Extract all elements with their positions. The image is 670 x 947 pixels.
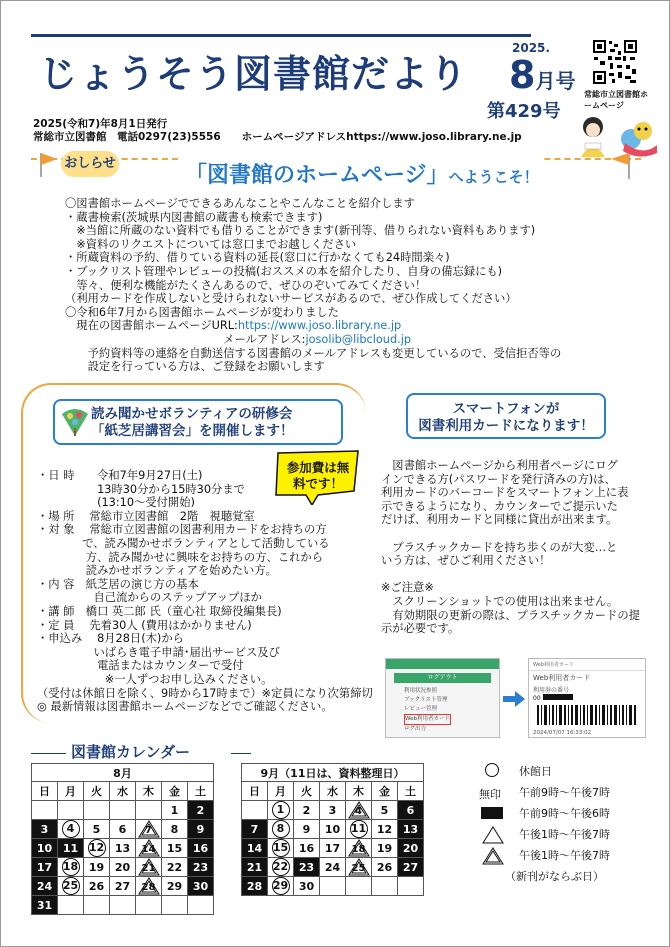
notice-line: 予約資料等の連絡を自動送信する図書館のメールアドレスも変更しているので、受信拒否等の	[65, 346, 562, 360]
weekday-header: 日	[242, 782, 268, 801]
smartphone-heading-line: スマートフォンが	[452, 401, 560, 417]
closed-day-mark: 29	[272, 877, 290, 895]
weekday-header: 月	[58, 782, 84, 801]
weekday-header: 木	[346, 782, 372, 801]
calendar-week	[32, 858, 214, 877]
calendar-day: 26	[84, 877, 110, 896]
triangle-icon	[482, 826, 504, 844]
afternoon-day-mark	[348, 839, 370, 857]
afternoon-day-mark	[138, 839, 160, 857]
legend-label: 休館日	[519, 765, 552, 778]
weekday-header: 木	[136, 782, 162, 801]
notice-line: 等々、便利な機能がたくさんあるので、ぜひのぞいてみてください！	[65, 278, 427, 292]
calendar-day	[346, 877, 372, 896]
calendar-day: 20	[398, 839, 424, 858]
detail-line: ・対 象 常総市立図書館の図書利用カードをお持ちの方	[37, 523, 327, 537]
closed-day-mark: 15	[272, 839, 290, 857]
detail-line: ※一人ずつお申し込みください。	[37, 672, 273, 686]
day-number: 4	[355, 806, 362, 817]
calendar-day	[136, 801, 162, 820]
legend-label: 午前9時～午後7時	[519, 786, 610, 799]
weekday-header: 月	[268, 782, 294, 801]
calendar-day: 8	[162, 820, 188, 839]
card-number	[529, 694, 645, 702]
homepage-url-line	[65, 319, 561, 333]
month-number: 8	[509, 53, 536, 97]
calendar-day: 11	[58, 839, 84, 858]
legend-row	[479, 782, 610, 803]
notice-tag: おしらせ	[61, 151, 119, 177]
day-number: 7	[145, 825, 152, 836]
legend-row	[479, 761, 610, 782]
menu-item: レビュー管理	[404, 706, 438, 712]
afternoon-day-mark	[138, 820, 160, 838]
mail-label: メールアドレス:	[65, 332, 306, 346]
mail-line	[65, 333, 561, 347]
notice-line: ・ブックリスト管理やレビューの投稿(おススメの本を紹介したり、自身の備忘録にも)	[65, 264, 503, 278]
smart-line: 示できるようになり、カウンターでご提示いた	[381, 499, 618, 513]
calendar-day	[58, 801, 84, 820]
legend-row	[479, 803, 610, 824]
calendar-day: 3	[320, 801, 346, 820]
calendar-day: 6	[398, 801, 424, 820]
smart-line: だけば、利用カードと同様に貸出が出来ます。	[381, 513, 618, 527]
calendar-week	[32, 839, 214, 858]
volunteer-heading-line: 読み聞かせボランティアの研修会	[91, 406, 293, 422]
closed-day-mark: 1	[272, 801, 290, 819]
calendar-caption: 8月	[32, 764, 214, 782]
weekday-header: 土	[398, 782, 424, 801]
month-suffix: 月号	[535, 69, 576, 93]
calendar-day: 24	[32, 877, 58, 896]
detail-line: 読みかせボランティアを始めたい方。	[37, 564, 277, 578]
calendar-day	[346, 820, 372, 839]
publication-date: 2025(令和7)年8月1日発行	[33, 118, 168, 130]
calendar-day: 5	[84, 820, 110, 839]
calendar-day: 15	[162, 839, 188, 858]
calendar-day	[58, 877, 84, 896]
calendar-day	[268, 858, 294, 877]
september-calendar	[241, 763, 424, 896]
detail-line: で、読み聞かせボランティアとして活動している	[37, 536, 330, 550]
calendar-day	[32, 801, 58, 820]
card-number-label: 利用券の番号	[533, 687, 570, 694]
calendar-day: 2	[294, 801, 320, 820]
burst-text: 参加費は無料です！	[286, 460, 350, 491]
arrow-right-icon	[503, 691, 525, 707]
day-number: 21	[141, 863, 156, 874]
calendar-day: 1	[162, 801, 188, 820]
calendar-day: 13	[398, 820, 424, 839]
calendar-day	[84, 839, 110, 858]
calendar-day: 12	[372, 820, 398, 839]
calendar-week	[242, 858, 424, 877]
calendar-day	[268, 877, 294, 896]
closed-day-mark: 22	[272, 858, 290, 876]
library-contact: 常総市立図書館 電話0297(23)5556 ホームページアドレスhttps://www.joso.library.ne.jp	[33, 131, 522, 143]
calendar-day	[268, 839, 294, 858]
calendar-week	[32, 896, 214, 915]
calendar-week	[242, 877, 424, 896]
calendar-day	[136, 896, 162, 915]
calendar-day: 27	[398, 858, 424, 877]
smartphone-details	[381, 459, 640, 636]
calendar-day: 22	[162, 858, 188, 877]
notice-line: 〇令和6年7月から図書館ホームページが変わりました	[65, 305, 339, 319]
calendar-day	[346, 839, 372, 858]
calendar-day: 14	[242, 839, 268, 858]
closed-day-mark: 4	[62, 820, 80, 838]
calendar-day	[136, 839, 162, 858]
calendar-day	[320, 877, 346, 896]
calendar-day: 29	[162, 877, 188, 896]
notice-line: （利用カードを作成しないと受けられないサービスがあるので、ぜひ作成してください）	[65, 292, 517, 306]
web-card-screenshot	[528, 658, 646, 738]
calendar-week	[242, 801, 424, 820]
smart-line: 利用カードのバーコードをスマートフォン上に表	[381, 486, 629, 500]
closed-day-mark: 11	[350, 820, 368, 838]
august-calendar	[31, 763, 214, 915]
calendar-day	[268, 820, 294, 839]
calendar-day: 13	[110, 839, 136, 858]
smart-line: いう方は、ぜひご利用ください！	[381, 554, 551, 568]
calendar-day: 23	[294, 858, 320, 877]
calendar-day: 23	[188, 858, 214, 877]
calendar-day	[188, 896, 214, 915]
calendar-day: 10	[32, 839, 58, 858]
url-label: 現在の図書館ホームページURL:	[65, 319, 238, 333]
issue-month	[509, 53, 575, 97]
afternoon-day-mark	[348, 858, 370, 876]
homepage-url-link[interactable]: https://www.joso.library.ne.jp	[237, 319, 402, 333]
menu-list	[386, 687, 499, 734]
calendar-day: 19	[84, 858, 110, 877]
closed-day-mark: 18	[62, 858, 80, 876]
calendar-day	[84, 896, 110, 915]
headline-main: 「図書館のホームページ」	[185, 163, 449, 188]
smart-line	[381, 527, 640, 541]
masked-number	[543, 694, 573, 700]
detail-line: ・日 時 令和7年9月27日(土)	[37, 469, 203, 482]
notice-body	[65, 197, 561, 374]
calendar-day: 26	[372, 858, 398, 877]
volunteer-heading-line: 「紙芝居講習会」を開催します！	[91, 423, 294, 439]
calendar-day: 27	[110, 877, 136, 896]
smartphone-heading	[408, 401, 604, 435]
closed-day-mark: 25	[62, 877, 80, 895]
calendar-day	[58, 858, 84, 877]
calendar-day: 17	[32, 858, 58, 877]
calendar-week	[32, 877, 214, 896]
calendar-day: 6	[110, 820, 136, 839]
afternoon-day-mark	[348, 801, 370, 819]
calendar-day: 20	[110, 858, 136, 877]
weekday-header: 金	[372, 782, 398, 801]
smart-line: プラスチックカードを持ち歩くのが大変…と	[381, 540, 618, 554]
smart-line: インできる方(パスワードを発行済みの方)は、	[381, 472, 616, 486]
volunteer-heading	[91, 406, 294, 440]
smartphone-heading-line: 図書利用カードになります！	[418, 418, 594, 434]
calendar-week	[242, 839, 424, 858]
fan-icon	[60, 406, 90, 438]
calendar-title: 図書館カレンダー	[71, 743, 191, 761]
calendar-legend	[479, 761, 610, 887]
calendar-rule-left	[31, 753, 66, 754]
double-triangle-icon	[482, 847, 504, 865]
calendar-day: 5	[372, 801, 398, 820]
weekday-header: 土	[188, 782, 214, 801]
day-number: 25	[351, 863, 366, 874]
calendar-day	[372, 877, 398, 896]
calendar-day	[58, 820, 84, 839]
legend-row	[479, 866, 610, 887]
calendar-day: 21	[242, 858, 268, 877]
qr-code-icon[interactable]	[592, 39, 638, 85]
calendar-day: 9	[294, 820, 320, 839]
weekday-header: 水	[320, 782, 346, 801]
notice-line: ・蔵書検索(茨城県内図書館の蔵書も検索できます)	[65, 210, 323, 224]
menu-item: 利用状況参照	[404, 688, 438, 694]
detail-line: ・内 容 紙芝居の演じ方の基本	[37, 577, 199, 591]
calendar-week	[32, 801, 214, 820]
legend-row	[479, 845, 610, 866]
calendar-day	[136, 877, 162, 896]
calendar-day	[268, 801, 294, 820]
detail-line: ・申込み 8月28日(木)から	[37, 632, 184, 646]
login-menu-screenshot	[385, 658, 500, 738]
calendar-day: 30	[188, 877, 214, 896]
weekday-header: 日	[32, 782, 58, 801]
calendar-day	[136, 858, 162, 877]
calendar-day: 9	[188, 820, 214, 839]
detail-line: 電話またはカウンターで受付	[37, 659, 244, 673]
closed-day-mark: 12	[88, 839, 106, 857]
closed-day-mark: 8	[272, 820, 290, 838]
afternoon-day-mark	[138, 858, 160, 876]
detail-line: 方、読み聞かせに興味をお持ちの方、これから	[37, 550, 324, 564]
issue-year: 2025.	[512, 41, 550, 55]
detail-line: （受付は休館日を除く、9時から17時まで）※定員になり次第締切	[37, 686, 373, 700]
menu-item: ログ出力	[404, 726, 427, 732]
calendar-day: 10	[320, 820, 346, 839]
legend-label: 午後1時～午後7時	[519, 849, 610, 862]
issue-number: 第429号	[487, 101, 561, 122]
calendar-day: 28	[242, 877, 268, 896]
calendar-day	[110, 801, 136, 820]
weekday-header: 火	[84, 782, 110, 801]
card-timestamp: 2024/07/07 16:33:02	[533, 730, 592, 736]
smart-line: 有効期限の更新の際は、プラスチックカードの提	[381, 608, 640, 622]
legend-row	[479, 824, 610, 845]
calendar-rule-right	[231, 753, 251, 754]
day-number: 14	[141, 844, 156, 855]
calendar-day	[242, 801, 268, 820]
calendar-day	[84, 801, 110, 820]
newsletter-title: じょうそう図書館だより	[39, 52, 469, 96]
day-number: 28	[141, 882, 156, 893]
publication-info	[33, 118, 522, 144]
legend-label: （新刊がならぶ日）	[505, 870, 604, 883]
notice-line: ※当館に所蔵のない資料でも借りることができます(新刊等、借りられない資料もあります)	[65, 224, 536, 238]
menu-item: ブックリスト管理	[404, 697, 448, 703]
calendar-day: 24	[320, 858, 346, 877]
legend-label: 午前9時～午後6時	[519, 807, 610, 820]
calendar-week	[242, 820, 424, 839]
detail-line: (13:10～受付開始)	[37, 496, 195, 510]
no-mark-label: 無印	[479, 788, 501, 801]
calendar-day	[346, 858, 372, 877]
calendar-day: 17	[320, 839, 346, 858]
smart-line: 図書館ホームページから利用者ページにログ	[381, 459, 618, 472]
calendar-day: 16	[294, 839, 320, 858]
weekday-header: 火	[294, 782, 320, 801]
calendar-day: 31	[32, 896, 58, 915]
calendar-week	[32, 820, 214, 839]
notice-headline	[181, 158, 543, 189]
weekday-header: 金	[162, 782, 188, 801]
notice-line: ・所蔵資料の予約、借りている資料の延長(窓口に行かなくても24時間楽々)	[65, 251, 450, 265]
smart-line: ※ご注意※	[381, 581, 434, 595]
black-box-icon	[479, 805, 503, 826]
calendar-day: 19	[372, 839, 398, 858]
detail-line: ・講 師 橋口 英二郎 氏（童心社 取締役編集長)	[37, 604, 282, 618]
qr-label: 常総市立図書館ホームページ	[584, 90, 648, 110]
mail-link[interactable]: josolib@libcloud.jp	[305, 332, 412, 346]
card-title: Web利用者カード	[533, 674, 591, 682]
calendar-day	[162, 896, 188, 915]
calendar-day	[346, 801, 372, 820]
calendar-day	[58, 896, 84, 915]
calendar-day	[110, 896, 136, 915]
notice-line: 設定を行っている方は、ご登録をお願いします	[65, 360, 325, 374]
flag-icon-right	[609, 151, 635, 179]
circle-icon	[479, 763, 499, 784]
card-caption: Web利用者カード	[529, 659, 645, 671]
headline-tail: へようこそ！	[448, 168, 539, 186]
day-number: 18	[351, 844, 366, 855]
calendar-day: 30	[294, 877, 320, 896]
smart-line: スクリーンショットでの使用は出来ません。	[381, 594, 619, 608]
detail-line: ◎ 最新情報は図書館ホームページなどでご確認ください。	[37, 700, 333, 714]
calendar-day: 7	[242, 820, 268, 839]
afternoon-day-mark	[138, 877, 160, 895]
weekday-header: 水	[110, 782, 136, 801]
calendar-day: 3	[32, 820, 58, 839]
calendar-caption: 9月（11日は、資料整理日）	[242, 764, 424, 782]
calendar-day	[136, 820, 162, 839]
legend-label: 午後1時～午後7時	[519, 828, 610, 841]
calendar-day: 2	[188, 801, 214, 820]
detail-line: 13時30分から15時30分まで	[37, 482, 245, 496]
volunteer-heading-box	[53, 399, 343, 445]
calendar-day	[398, 877, 424, 896]
title-rule	[31, 34, 531, 37]
smart-line: 示が必要です。	[381, 622, 460, 636]
detail-line: いばらき電子申請･届出サービス及び	[37, 645, 280, 659]
smart-line	[381, 568, 640, 582]
card-number-value: 00	[533, 695, 541, 702]
notice-line: ※資料のリクエストについては窓口までお越しください	[65, 237, 357, 251]
notice-line: 〇図書館ホームページでできるあんなことやこんなことを紹介します	[65, 197, 415, 210]
volunteer-details	[37, 469, 373, 714]
detail-line: 自己流からのステップアップほか	[37, 591, 262, 605]
detail-line: ・定 員 先着30人 (費用はかかりません)	[37, 618, 252, 632]
screenshot-topbar	[386, 659, 499, 669]
smartphone-heading-box	[406, 393, 606, 439]
menu-item-highlighted: Web利用者カード	[404, 714, 451, 725]
logout-bar: ログアウト	[394, 673, 491, 683]
barcode-icon	[537, 705, 637, 725]
calendar-day: 16	[188, 839, 214, 858]
detail-line: ・場 所 常総市立図書館 2階 視聴覚室	[37, 509, 255, 523]
flag-icon	[37, 151, 59, 177]
